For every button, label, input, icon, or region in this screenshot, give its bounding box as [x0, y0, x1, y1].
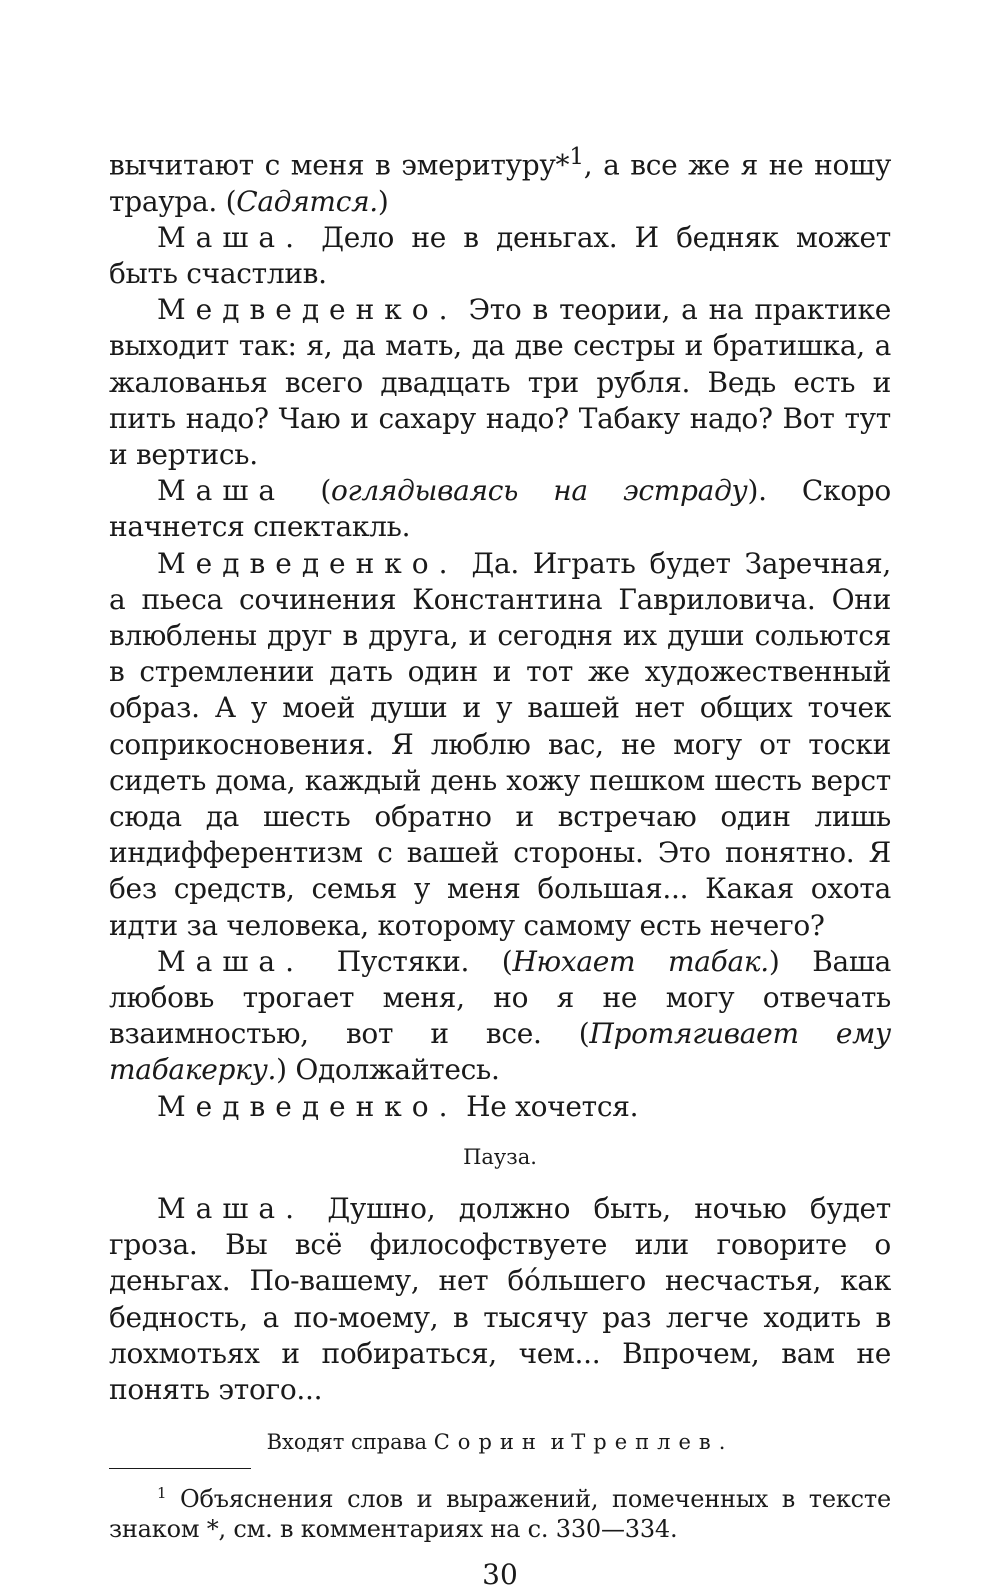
- stage-entry: [109, 1424, 891, 1460]
- text-run: Дело не в деньгах. И бедняк может быть счастлив.: [109, 220, 891, 290]
- text-run: вычитают с меня в эмеритуру*: [109, 148, 570, 182]
- text-run: ) Ваша любовь трогает меня, но я не могу отвечать взаимностью, вот и все. (: [109, 944, 891, 1051]
- speaker-name: Маша.: [157, 1192, 304, 1226]
- speaker-name: Сорин: [433, 1430, 544, 1455]
- stage-direction: Протягивает ему табакерку.: [109, 1017, 891, 1087]
- paragraph: [109, 1089, 891, 1125]
- stage-direction: Нюхает табак.: [512, 944, 769, 978]
- text-run: Это в теории, а на практике выходит так: я, да мать, да две сестры и братишка, а жалованья всего двадцать три рубля. Ведь есть и пить надо? Чаю и сахару надо? Табаку надо? Вот тут и вертись.: [109, 293, 891, 471]
- paragraph: [109, 473, 891, 545]
- text-run: , а все же я не ношу траура. (: [109, 148, 892, 218]
- speaker-name: Маша.: [157, 944, 304, 978]
- text-run: ). Скоро начнется спектакль.: [109, 474, 891, 544]
- speaker-name: Маша: [157, 474, 286, 508]
- stage-direction: Садятся.: [236, 184, 378, 218]
- text-run: Душно, должно быть, ночью будет гроза. Вы всё философствуете или говорите о деньгах. По-вашему, нет бо́льшего несчастья, как бедность, а по-моему, в тысячу раз легче ходить в лохмотьях и побираться, чем... Впрочем, вам не понять этого...: [109, 1192, 891, 1407]
- text-run: Да. Играть будет Заречная, а пьеса сочинения Константина Гавриловича. Они влюблены друг в друга, и сегодня их души сольются в стремлении дать один и тот же художественный образ. А у моей души и у вашей нет общих точек соприкосновения. Я люблю вас, не могу от тоски сидеть дома, каждый день хожу пешком шесть верст сюда да шесть обратно и встречаю один лишь индифферентизм с вашей стороны. Это понятно. Я без средств, семья у меня большая... Какая охота идти за человека, которому самому есть нечего?: [109, 546, 891, 942]
- text-run: Не хочется.: [457, 1089, 639, 1123]
- stage-direction: оглядываясь на эстраду: [330, 474, 748, 508]
- paragraph: [109, 546, 891, 944]
- speaker-name: Треплев.: [571, 1430, 734, 1455]
- paragraph: [109, 292, 891, 473]
- speaker-name: Медведенко.: [157, 293, 458, 327]
- text-run: Входят справа: [266, 1430, 434, 1455]
- speaker-name: Медведенко.: [157, 1089, 458, 1123]
- text-run: и: [543, 1430, 572, 1455]
- footnote-marker: 1: [569, 142, 584, 170]
- footnote: [109, 1478, 891, 1544]
- paragraph: [109, 1191, 891, 1408]
- text-run: (: [285, 474, 331, 508]
- footnote-text: Объяснения слов и выражений, помеченных в тексте знаком *, см. в комментариях на с. 330—334.: [109, 1485, 891, 1543]
- speaker-name: Медведенко.: [157, 546, 458, 580]
- paragraph: [109, 220, 891, 292]
- paragraph: [109, 944, 891, 1089]
- footnote-divider: [109, 1468, 251, 1469]
- text-run: ) Одолжайтесь.: [276, 1053, 500, 1087]
- text-run: ): [377, 184, 389, 218]
- footnote-marker: 1: [157, 1484, 167, 1502]
- page-number: 30: [482, 1558, 518, 1591]
- speaker-name: Маша.: [157, 220, 304, 254]
- body-text: [109, 138, 891, 1460]
- paragraph: [109, 138, 891, 220]
- stage-pause: Пауза.: [463, 1144, 537, 1169]
- text-run: Пустяки. (: [304, 944, 513, 978]
